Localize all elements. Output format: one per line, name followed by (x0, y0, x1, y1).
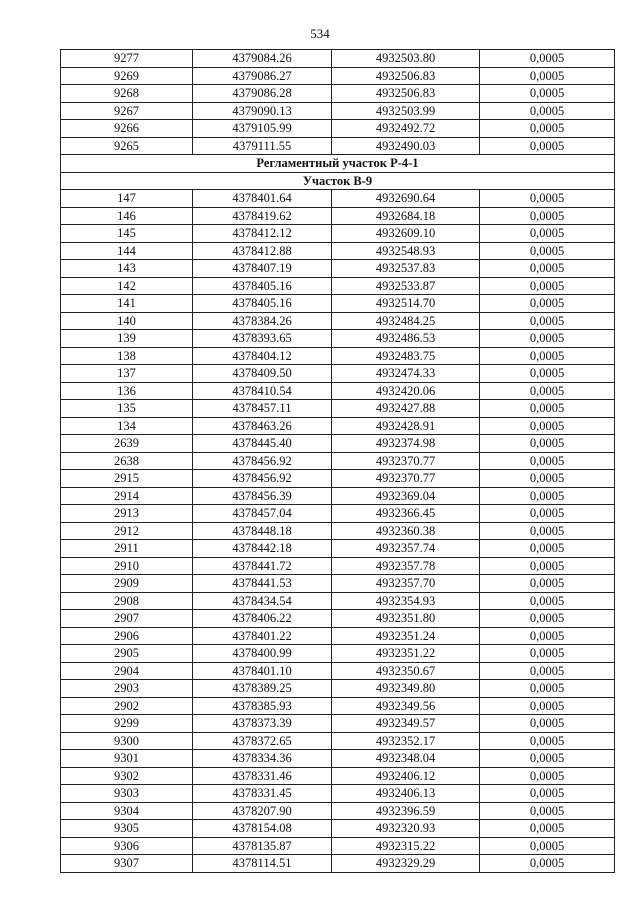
y-coordinate-cell: 4932533.87 (332, 277, 480, 295)
area-value-cell: 0,0005 (480, 470, 615, 488)
x-coordinate-cell: 4378331.46 (193, 767, 332, 785)
y-coordinate-cell: 4932374.98 (332, 435, 480, 453)
point-number-cell: 134 (61, 417, 193, 435)
point-number-cell: 136 (61, 382, 193, 400)
table-row (61, 207, 615, 225)
area-value-cell: 0,0005 (480, 575, 615, 593)
table-body-top (61, 50, 615, 155)
point-number-cell: 135 (61, 400, 193, 418)
x-coordinate-cell: 4378372.65 (193, 732, 332, 750)
table-row (61, 277, 615, 295)
x-coordinate-cell: 4378405.16 (193, 277, 332, 295)
x-coordinate-cell: 4378384.26 (193, 312, 332, 330)
y-coordinate-cell: 4932406.13 (332, 785, 480, 803)
area-value-cell: 0,0005 (480, 522, 615, 540)
table-row (61, 67, 615, 85)
y-coordinate-cell: 4932349.56 (332, 697, 480, 715)
y-coordinate-cell: 4932609.10 (332, 225, 480, 243)
table-body-main (61, 190, 615, 873)
area-value-cell: 0,0005 (480, 610, 615, 628)
point-number-cell: 2903 (61, 680, 193, 698)
y-coordinate-cell: 4932490.03 (332, 137, 480, 155)
area-value-cell: 0,0005 (480, 785, 615, 803)
table-row (61, 557, 615, 575)
area-value-cell: 0,0005 (480, 312, 615, 330)
y-coordinate-cell: 4932486.53 (332, 330, 480, 348)
table-row (61, 120, 615, 138)
table-row (61, 750, 615, 768)
y-coordinate-cell: 4932329.29 (332, 855, 480, 873)
point-number-cell: 2915 (61, 470, 193, 488)
area-value-cell: 0,0005 (480, 417, 615, 435)
page-number: 534 (310, 26, 330, 41)
x-coordinate-cell: 4379090.13 (193, 102, 332, 120)
x-coordinate-cell: 4378412.88 (193, 242, 332, 260)
point-number-cell: 138 (61, 347, 193, 365)
area-value-cell: 0,0005 (480, 557, 615, 575)
point-number-cell: 9307 (61, 855, 193, 873)
point-number-cell: 2914 (61, 487, 193, 505)
x-coordinate-cell: 4378407.19 (193, 260, 332, 278)
x-coordinate-cell: 4378135.87 (193, 837, 332, 855)
table-row (61, 715, 615, 733)
y-coordinate-cell: 4932406.12 (332, 767, 480, 785)
point-number-cell: 145 (61, 225, 193, 243)
table-row (61, 820, 615, 838)
area-value-cell: 0,0005 (480, 190, 615, 208)
x-coordinate-cell: 4378419.62 (193, 207, 332, 225)
point-number-cell: 2910 (61, 557, 193, 575)
y-coordinate-cell: 4932370.77 (332, 452, 480, 470)
y-coordinate-cell: 4932428.91 (332, 417, 480, 435)
area-value-cell: 0,0005 (480, 435, 615, 453)
y-coordinate-cell: 4932366.45 (332, 505, 480, 523)
x-coordinate-cell: 4378400.99 (193, 645, 332, 663)
x-coordinate-cell: 4379086.27 (193, 67, 332, 85)
section-subtitle-row (61, 172, 615, 190)
y-coordinate-cell: 4932427.88 (332, 400, 480, 418)
y-coordinate-cell: 4932351.22 (332, 645, 480, 663)
y-coordinate-cell: 4932351.24 (332, 627, 480, 645)
point-number-cell: 2911 (61, 540, 193, 558)
area-value-cell: 0,0005 (480, 120, 615, 138)
table-row (61, 417, 615, 435)
area-value-cell: 0,0005 (480, 400, 615, 418)
x-coordinate-cell: 4378456.39 (193, 487, 332, 505)
table-row (61, 680, 615, 698)
y-coordinate-cell: 4932369.04 (332, 487, 480, 505)
y-coordinate-cell: 4932320.93 (332, 820, 480, 838)
x-coordinate-cell: 4378405.16 (193, 295, 332, 313)
table-row (61, 260, 615, 278)
area-value-cell: 0,0005 (480, 487, 615, 505)
area-value-cell: 0,0005 (480, 137, 615, 155)
point-number-cell: 2639 (61, 435, 193, 453)
x-coordinate-cell: 4378154.08 (193, 820, 332, 838)
x-coordinate-cell: 4378456.92 (193, 470, 332, 488)
y-coordinate-cell: 4932360.38 (332, 522, 480, 540)
table-row (61, 435, 615, 453)
point-number-cell: 143 (61, 260, 193, 278)
point-number-cell: 139 (61, 330, 193, 348)
x-coordinate-cell: 4378410.54 (193, 382, 332, 400)
x-coordinate-cell: 4378404.12 (193, 347, 332, 365)
point-number-cell: 9305 (61, 820, 193, 838)
x-coordinate-cell: 4378334.36 (193, 750, 332, 768)
point-number-cell: 2904 (61, 662, 193, 680)
y-coordinate-cell: 4932506.83 (332, 85, 480, 103)
y-coordinate-cell: 4932350.67 (332, 662, 480, 680)
point-number-cell: 2902 (61, 697, 193, 715)
point-number-cell: 9277 (61, 50, 193, 68)
x-coordinate-cell: 4378401.10 (193, 662, 332, 680)
section-title: Регламентный участок Р-4-1 (61, 155, 615, 173)
point-number-cell: 2908 (61, 592, 193, 610)
point-number-cell: 9302 (61, 767, 193, 785)
point-number-cell: 142 (61, 277, 193, 295)
x-coordinate-cell: 4378457.11 (193, 400, 332, 418)
area-value-cell: 0,0005 (480, 732, 615, 750)
point-number-cell: 9299 (61, 715, 193, 733)
point-number-cell: 2638 (61, 452, 193, 470)
table-row (61, 855, 615, 873)
area-value-cell: 0,0005 (480, 330, 615, 348)
y-coordinate-cell: 4932315.22 (332, 837, 480, 855)
table-row (61, 645, 615, 663)
area-value-cell: 0,0005 (480, 505, 615, 523)
x-coordinate-cell: 4378441.72 (193, 557, 332, 575)
y-coordinate-cell: 4932484.25 (332, 312, 480, 330)
point-number-cell: 137 (61, 365, 193, 383)
y-coordinate-cell: 4932354.93 (332, 592, 480, 610)
x-coordinate-cell: 4378441.53 (193, 575, 332, 593)
table-row (61, 837, 615, 855)
area-value-cell: 0,0005 (480, 452, 615, 470)
table-row (61, 312, 615, 330)
x-coordinate-cell: 4379111.55 (193, 137, 332, 155)
table-row (61, 347, 615, 365)
y-coordinate-cell: 4932483.75 (332, 347, 480, 365)
point-number-cell: 9268 (61, 85, 193, 103)
table-row (61, 102, 615, 120)
y-coordinate-cell: 4932684.18 (332, 207, 480, 225)
area-value-cell: 0,0005 (480, 225, 615, 243)
point-number-cell: 2909 (61, 575, 193, 593)
area-value-cell: 0,0005 (480, 767, 615, 785)
area-value-cell: 0,0005 (480, 540, 615, 558)
point-number-cell: 147 (61, 190, 193, 208)
table-row (61, 592, 615, 610)
area-value-cell: 0,0005 (480, 750, 615, 768)
area-value-cell: 0,0005 (480, 680, 615, 698)
x-coordinate-cell: 4378393.65 (193, 330, 332, 348)
area-value-cell: 0,0005 (480, 347, 615, 365)
point-number-cell: 2912 (61, 522, 193, 540)
area-value-cell: 0,0005 (480, 820, 615, 838)
y-coordinate-cell: 4932349.80 (332, 680, 480, 698)
area-value-cell: 0,0005 (480, 85, 615, 103)
y-coordinate-cell: 4932514.70 (332, 295, 480, 313)
x-coordinate-cell: 4378401.22 (193, 627, 332, 645)
point-number-cell: 9267 (61, 102, 193, 120)
y-coordinate-cell: 4932537.83 (332, 260, 480, 278)
x-coordinate-cell: 4379086.28 (193, 85, 332, 103)
point-number-cell: 9300 (61, 732, 193, 750)
y-coordinate-cell: 4932357.78 (332, 557, 480, 575)
area-value-cell: 0,0005 (480, 592, 615, 610)
point-number-cell: 2907 (61, 610, 193, 628)
y-coordinate-cell: 4932503.80 (332, 50, 480, 68)
y-coordinate-cell: 4932503.99 (332, 102, 480, 120)
table-row (61, 522, 615, 540)
y-coordinate-cell: 4932396.59 (332, 802, 480, 820)
table-row (61, 295, 615, 313)
coordinates-table (60, 49, 615, 873)
table-row (61, 785, 615, 803)
table-row (61, 137, 615, 155)
area-value-cell: 0,0005 (480, 277, 615, 295)
area-value-cell: 0,0005 (480, 260, 615, 278)
point-number-cell: 144 (61, 242, 193, 260)
x-coordinate-cell: 4378389.25 (193, 680, 332, 698)
point-number-cell: 9304 (61, 802, 193, 820)
area-value-cell: 0,0005 (480, 837, 615, 855)
point-number-cell: 2913 (61, 505, 193, 523)
y-coordinate-cell: 4932506.83 (332, 67, 480, 85)
table-row (61, 470, 615, 488)
point-number-cell: 9303 (61, 785, 193, 803)
x-coordinate-cell: 4378207.90 (193, 802, 332, 820)
table-row (61, 662, 615, 680)
x-coordinate-cell: 4378401.64 (193, 190, 332, 208)
table-row (61, 85, 615, 103)
point-number-cell: 146 (61, 207, 193, 225)
y-coordinate-cell: 4932351.80 (332, 610, 480, 628)
x-coordinate-cell: 4379105.99 (193, 120, 332, 138)
area-value-cell: 0,0005 (480, 242, 615, 260)
x-coordinate-cell: 4378373.39 (193, 715, 332, 733)
x-coordinate-cell: 4378385.93 (193, 697, 332, 715)
table-row (61, 242, 615, 260)
y-coordinate-cell: 4932370.77 (332, 470, 480, 488)
y-coordinate-cell: 4932474.33 (332, 365, 480, 383)
y-coordinate-cell: 4932690.64 (332, 190, 480, 208)
x-coordinate-cell: 4378442.18 (193, 540, 332, 558)
y-coordinate-cell: 4932348.04 (332, 750, 480, 768)
table-row (61, 365, 615, 383)
table-row (61, 697, 615, 715)
x-coordinate-cell: 4378457.04 (193, 505, 332, 523)
area-value-cell: 0,0005 (480, 627, 615, 645)
point-number-cell: 9301 (61, 750, 193, 768)
area-value-cell: 0,0005 (480, 715, 615, 733)
area-value-cell: 0,0005 (480, 697, 615, 715)
area-value-cell: 0,0005 (480, 645, 615, 663)
section-subtitle: Участок В-9 (61, 172, 615, 190)
y-coordinate-cell: 4932357.74 (332, 540, 480, 558)
x-coordinate-cell: 4378463.26 (193, 417, 332, 435)
area-value-cell: 0,0005 (480, 67, 615, 85)
y-coordinate-cell: 4932420.06 (332, 382, 480, 400)
x-coordinate-cell: 4378456.92 (193, 452, 332, 470)
y-coordinate-cell: 4932492.72 (332, 120, 480, 138)
area-value-cell: 0,0005 (480, 662, 615, 680)
point-number-cell: 9306 (61, 837, 193, 855)
table-row (61, 627, 615, 645)
point-number-cell: 141 (61, 295, 193, 313)
point-number-cell: 2906 (61, 627, 193, 645)
table-row (61, 330, 615, 348)
table-section-headers (61, 155, 615, 190)
area-value-cell: 0,0005 (480, 295, 615, 313)
y-coordinate-cell: 4932357.70 (332, 575, 480, 593)
area-value-cell: 0,0005 (480, 102, 615, 120)
table-row (61, 575, 615, 593)
area-value-cell: 0,0005 (480, 365, 615, 383)
table-row (61, 400, 615, 418)
y-coordinate-cell: 4932548.93 (332, 242, 480, 260)
y-coordinate-cell: 4932352.17 (332, 732, 480, 750)
x-coordinate-cell: 4379084.26 (193, 50, 332, 68)
x-coordinate-cell: 4378331.45 (193, 785, 332, 803)
y-coordinate-cell: 4932349.57 (332, 715, 480, 733)
x-coordinate-cell: 4378412.12 (193, 225, 332, 243)
table-row (61, 505, 615, 523)
table-row (61, 610, 615, 628)
table-row (61, 382, 615, 400)
x-coordinate-cell: 4378448.18 (193, 522, 332, 540)
x-coordinate-cell: 4378114.51 (193, 855, 332, 873)
point-number-cell: 2905 (61, 645, 193, 663)
area-value-cell: 0,0005 (480, 207, 615, 225)
x-coordinate-cell: 4378434.54 (193, 592, 332, 610)
table-row (61, 540, 615, 558)
point-number-cell: 9266 (61, 120, 193, 138)
x-coordinate-cell: 4378409.50 (193, 365, 332, 383)
table-row (61, 767, 615, 785)
point-number-cell: 9269 (61, 67, 193, 85)
area-value-cell: 0,0005 (480, 855, 615, 873)
area-value-cell: 0,0005 (480, 382, 615, 400)
table-row (61, 225, 615, 243)
table-row (61, 452, 615, 470)
x-coordinate-cell: 4378445.40 (193, 435, 332, 453)
point-number-cell: 9265 (61, 137, 193, 155)
area-value-cell: 0,0005 (480, 50, 615, 68)
section-title-row (61, 155, 615, 173)
table-row (61, 190, 615, 208)
table-row (61, 802, 615, 820)
table-row (61, 50, 615, 68)
area-value-cell: 0,0005 (480, 802, 615, 820)
table-row (61, 732, 615, 750)
point-number-cell: 140 (61, 312, 193, 330)
table-row (61, 487, 615, 505)
x-coordinate-cell: 4378406.22 (193, 610, 332, 628)
